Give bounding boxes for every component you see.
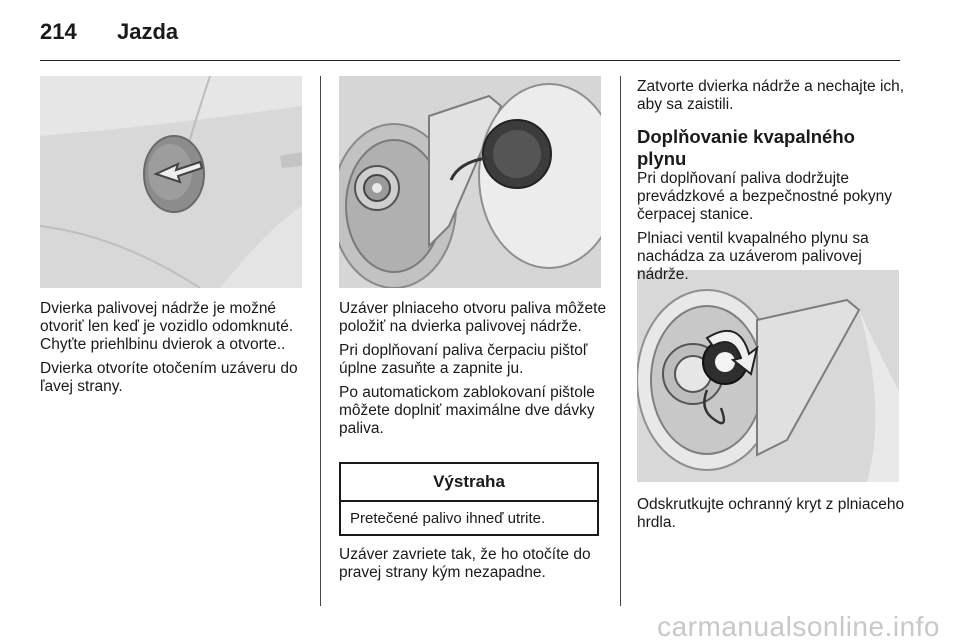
column-3-text [637, 78, 909, 290]
warning-title: Výstraha [341, 464, 597, 502]
paragraph: Dvierka palivovej nádrže je možné otvoriť len keď je vozidlo odomknuté. Chyťte priehlbinu dvierok a otvorte.. [40, 300, 294, 353]
column-2-text [339, 300, 609, 444]
fuel-flap-figure [40, 76, 302, 288]
header-rule [40, 60, 900, 61]
paragraph: Po automatickom zablokovaní pištole môžete doplniť maximálne dve dávky paliva. [339, 384, 595, 437]
paragraph: Dvierka otvoríte otočením uzáveru do ľavej strany. [40, 360, 298, 395]
paragraph: Pri doplňovaní paliva dodržujte prevádzkové a bezpečnostné pokyny čerpacej stanice. [637, 170, 893, 223]
section-title: Jazda [117, 19, 179, 44]
column-divider-1 [320, 76, 321, 606]
section-heading: Doplňovanie kvapalného plynu [637, 126, 855, 169]
paragraph: Zatvorte dvierka nádrže a nechajte ich, aby sa zaistili. [637, 78, 905, 113]
lpg-cap-figure [637, 270, 899, 482]
column-2-closing-text [339, 546, 609, 588]
paragraph: Pri doplňovaní paliva čerpaciu pištoľ úplne zasuňte a zapnite ju. [339, 342, 588, 377]
warning-text: Pretečené palivo ihneď utrite. [350, 510, 546, 527]
paragraph: Odskrutkujte ochranný kryt z plniaceho hrdla. [637, 496, 905, 531]
paragraph: Uzáver zavriete tak, že ho otočíte do pravej strany kým nezapadne. [339, 546, 591, 581]
column-divider-2 [620, 76, 621, 606]
paragraph: Plniaci ventil kvapalného plynu sa nachádza za uzáverom palivovej nádrže. [637, 230, 869, 283]
warning-box [339, 462, 599, 536]
paragraph: Uzáver plniaceho otvoru paliva môžete položiť na dvierka palivovej nádrže. [339, 300, 607, 335]
page-number: 214 [40, 19, 77, 44]
figure-caption [637, 496, 907, 538]
column-1-text [40, 300, 312, 402]
watermark: carmanualsonline.info [657, 611, 940, 642]
lpg-cap-rotate-icon [637, 270, 899, 482]
fuel-flap-arrow-icon [40, 76, 302, 288]
filler-neck-cap-icon [339, 76, 601, 288]
filler-neck-figure [339, 76, 601, 288]
